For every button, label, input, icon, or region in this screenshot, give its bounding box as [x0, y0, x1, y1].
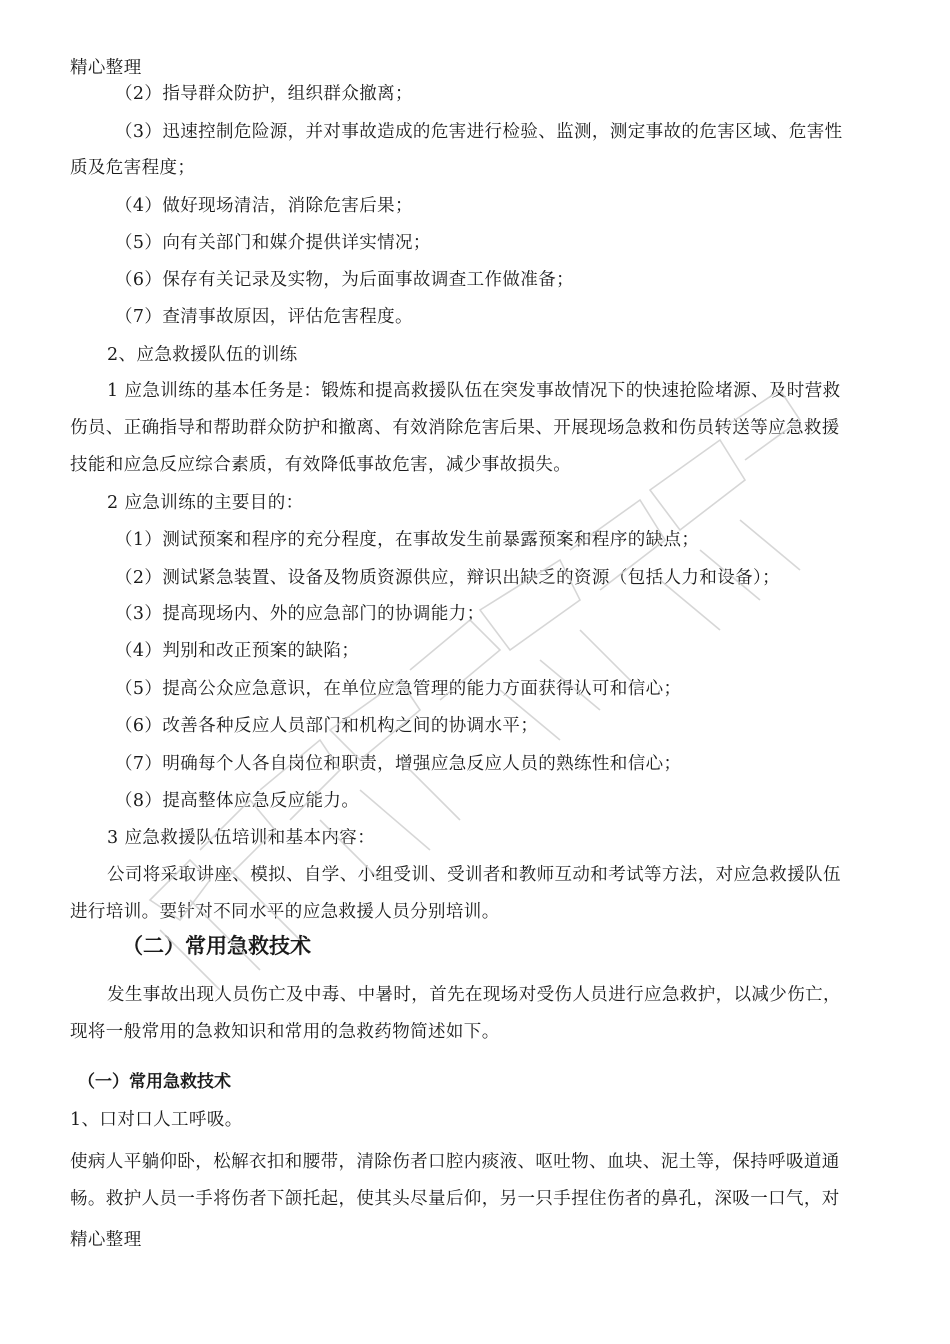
paragraph-line: 伤员、正确指导和帮助群众防护和撤离、有效消除危害后果、开展现场急救和伤员转送等应急救援 — [70, 418, 840, 438]
cpr-heading: 1、口对口人工呼吸。 — [70, 1110, 243, 1130]
paragraph-line: 使病人平躺仰卧，松解衣扣和腰带，清除伤者口腔内痰液、呕吐物、血块、泥土等，保持呼吸道通 — [70, 1152, 840, 1172]
training-goals-heading: 2 应急训练的主要目的： — [107, 493, 304, 513]
list-item: （2）指导群众防护，组织群众撤离； — [115, 84, 413, 104]
page-footer: 精心整理 — [70, 1230, 142, 1250]
subsection-title: （一）常用急救技术 — [78, 1072, 231, 1092]
page-header: 精心整理 — [70, 58, 142, 78]
list-item: （7）查清事故原因，评估危害程度。 — [115, 307, 413, 327]
paragraph-line: 1 应急训练的基本任务是：锻炼和提高救援队伍在突发事故情况下的快速抢险堵源、及时营救 — [107, 381, 841, 401]
paragraph-line: 发生事故出现人员伤亡及中毒、中暑时，首先在现场对受伤人员进行应急救护，以减少伤亡， — [107, 985, 841, 1005]
paragraph-line: 公司将采取讲座、模拟、自学、小组受训、受训者和教师互动和考试等方法，对应急救援队伍 — [107, 865, 841, 885]
list-item: （6）保存有关记录及实物，为后面事故调查工作做准备； — [115, 270, 575, 290]
list-item: （6）改善各种反应人员部门和机构之间的协调水平； — [115, 716, 539, 736]
list-item: （4）判别和改正预案的缺陷； — [115, 641, 360, 661]
paragraph-line: 畅。救护人员一手将伤者下颌托起，使其头尽量后仰，另一只手捏住伤者的鼻孔，深吸一口气，对 — [70, 1189, 840, 1209]
list-item: （5）提高公众应急意识，在单位应急管理的能力方面获得认可和信心； — [115, 679, 682, 699]
section-title: （二）常用急救技术 — [122, 934, 311, 958]
paragraph-line: 技能和应急反应综合素质，有效降低事故危害，减少事故损失。 — [70, 455, 572, 475]
list-item: （2）测试紧急装置、设备及物质资源供应，辩识出缺乏的资源（包括人力和设备）； — [115, 568, 781, 588]
list-item: （8）提高整体应急反应能力。 — [115, 791, 360, 811]
list-item: （5）向有关部门和媒介提供详实情况； — [115, 233, 431, 253]
training-content-heading: 3 应急救援队伍培训和基本内容： — [107, 828, 376, 848]
list-item: （4）做好现场清洁，消除危害后果； — [115, 196, 413, 216]
list-item: （3）迅速控制危险源，并对事故造成的危害进行检验、监测，测定事故的危害区域、危害性 — [115, 122, 843, 142]
list-item: 质及危害程度； — [70, 158, 196, 178]
list-item: （3）提高现场内、外的应急部门的协调能力； — [115, 604, 485, 624]
list-item: （7）明确每个人各自岗位和职责，增强应急反应人员的熟练性和信心； — [115, 754, 682, 774]
paragraph-line: 进行培训。要针对不同水平的应急救援人员分别培训。 — [70, 902, 500, 922]
list-item: （1）测试预案和程序的充分程度，在事故发生前暴露预案和程序的缺点； — [115, 530, 700, 550]
paragraph-line: 现将一般常用的急救知识和常用的急救药物简述如下。 — [70, 1022, 500, 1042]
training-heading: 2、应急救援队伍的训练 — [107, 345, 298, 365]
